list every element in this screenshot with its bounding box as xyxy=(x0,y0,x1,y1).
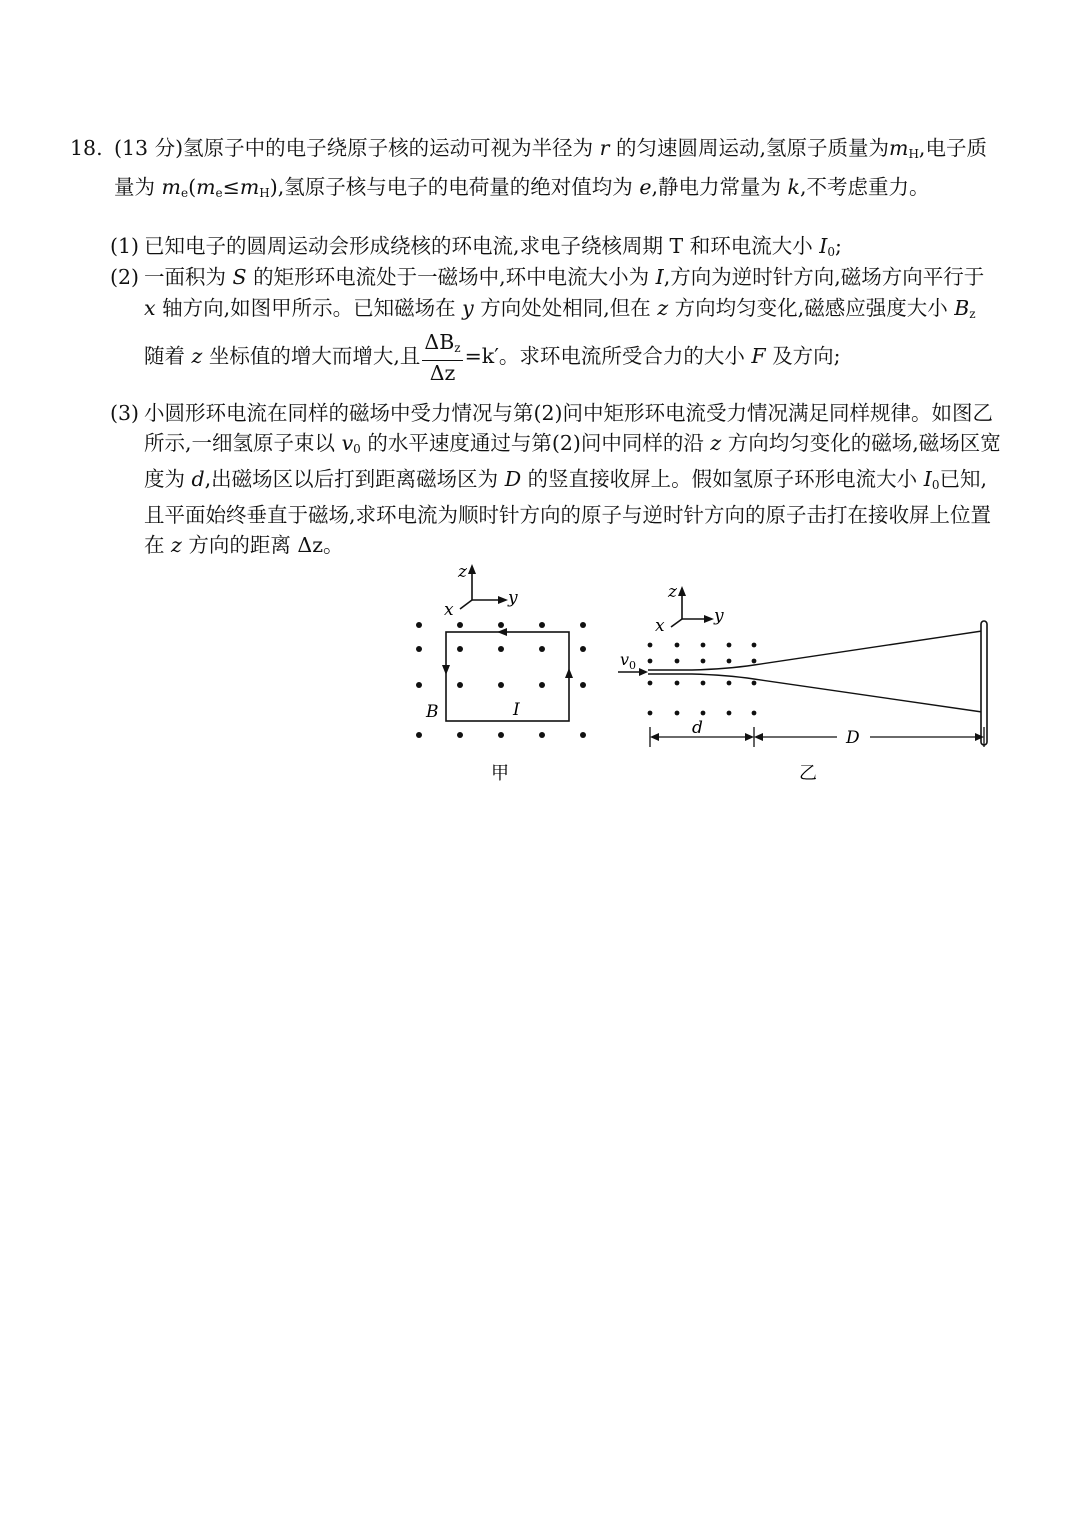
dimension-arrow-icon xyxy=(745,733,754,741)
axis-y-label: y xyxy=(508,588,518,608)
part-2-text: 一面积为 S 的矩形环电流处于一磁场中,环中电流大小为 I,方向为逆时针方向,磁场方向平行于 x 轴方向,如图甲所示。已知磁场在 y 方向处处相同,但在 z 方向均匀变化,磁感应强度大小 $B_z$ 随着 z 坐标值的增大而增大,且 $\frac{\Delta B_z}{\Delta z}$ =k′。求环电流所受合力的大小 F 及方向; xyxy=(144,265,985,385)
current-arrow-top-icon xyxy=(497,628,507,636)
gradient-fraction: $\frac{\Delta B_z}{\Delta z}$ xyxy=(424,330,461,385)
figure-a-caption: 甲 xyxy=(491,763,509,784)
axis-y-label: y xyxy=(714,606,724,626)
field-dot xyxy=(498,646,504,652)
field-dot xyxy=(648,659,653,664)
field-dot xyxy=(416,622,422,628)
field-dot xyxy=(648,681,653,686)
figure-b xyxy=(612,575,1002,790)
field-dot xyxy=(498,682,504,688)
field-dot xyxy=(701,643,706,648)
field-dot xyxy=(752,659,757,664)
beam-path-lower xyxy=(648,674,982,712)
label-I: I xyxy=(513,700,520,720)
field-dot xyxy=(539,622,545,628)
field-dot xyxy=(498,732,504,738)
figure-a xyxy=(400,555,600,795)
label-v0: $v_0$ xyxy=(620,650,637,672)
question-number: 18. xyxy=(70,136,103,160)
field-dot xyxy=(752,711,757,716)
axis-y-arrow-icon xyxy=(704,615,714,623)
axis-z-arrow-icon xyxy=(468,564,476,574)
axis-z-label: z xyxy=(458,562,467,582)
current-arrow-right-icon xyxy=(565,668,573,678)
field-dot xyxy=(539,732,545,738)
field-dot xyxy=(580,646,586,652)
axis-y-arrow-icon xyxy=(498,596,508,604)
dimension-arrow-icon xyxy=(650,733,659,741)
axis-z-arrow-icon xyxy=(678,586,686,596)
field-dot xyxy=(457,732,463,738)
field-dot xyxy=(701,659,706,664)
field-dot xyxy=(675,659,680,664)
field-dot xyxy=(580,622,586,628)
receiving-screen xyxy=(981,621,987,745)
field-dot xyxy=(539,682,545,688)
beam-path-upper xyxy=(648,631,982,670)
field-dot xyxy=(752,643,757,648)
field-dot xyxy=(416,682,422,688)
label-D: D xyxy=(846,728,860,748)
field-dot xyxy=(580,732,586,738)
field-dot xyxy=(675,711,680,716)
field-dot xyxy=(457,646,463,652)
part-3-text: 小圆形环电流在同样的磁场中受力情况与第(2)问中矩形环电流受力情况满足同样规律。如图乙所示,一细氢原子束以 $v_0$ 的水平速度通过与第(2)问中同样的沿 z 方向均匀变化的磁场,磁场区宽度为 d,出磁场区以后打到距离磁场区为 D 的竖直接收屏上。假如氢原子环形电流大小 $I_0$已知,且平面始终垂直于磁场,求环电流为顺时针方向的原子与逆时针方向的原子击打在接收屏上位置在 z 方向的距离 Δz。 xyxy=(144,401,1001,557)
field-dot xyxy=(701,681,706,686)
current-arrow-left-icon xyxy=(442,665,450,675)
field-dot xyxy=(648,643,653,648)
field-dot xyxy=(727,681,732,686)
field-dot xyxy=(727,711,732,716)
field-dot xyxy=(457,682,463,688)
part-1-label: (1) xyxy=(110,234,140,258)
beam-input-arrow-icon xyxy=(639,668,648,676)
field-dot xyxy=(727,659,732,664)
dimension-arrow-icon xyxy=(754,733,763,741)
field-dot xyxy=(416,732,422,738)
axis-x-label: x xyxy=(655,616,665,636)
field-dot xyxy=(416,646,422,652)
field-dot xyxy=(498,622,504,628)
field-dot xyxy=(457,622,463,628)
field-dot xyxy=(701,711,706,716)
figure-b-caption: 乙 xyxy=(799,763,817,784)
field-dot xyxy=(539,646,545,652)
field-dot xyxy=(675,681,680,686)
atom-beam-paths xyxy=(648,631,982,712)
part-3-label: (3) xyxy=(110,401,140,425)
axis-z-label: z xyxy=(668,582,677,602)
label-d: d xyxy=(692,718,703,738)
question-intro: (13 分)氢原子中的电子绕原子核的运动可视为半径为 r 的匀速圆周运动,氢原子质量为$m_H$,电子质量为 $m_e(m_e\le m_H)$,氢原子核与电子的电荷量的绝对值均为 e,静电力常量为 k,不考虑重力。 xyxy=(114,136,987,200)
field-dot xyxy=(675,643,680,648)
field-dot xyxy=(648,711,653,716)
field-dot xyxy=(727,643,732,648)
axis-x-label: x xyxy=(444,600,454,620)
field-dot xyxy=(580,682,586,688)
label-B: B xyxy=(426,702,439,722)
field-dots-b xyxy=(648,643,757,716)
rectangular-current-loop xyxy=(446,632,569,721)
field-dot xyxy=(752,681,757,686)
part-2-label: (2) xyxy=(110,265,140,289)
part-1-text: 已知电子的圆周运动会形成绕核的环电流,求电子绕核周期 T 和环电流大小 $I_0$; xyxy=(144,234,842,259)
